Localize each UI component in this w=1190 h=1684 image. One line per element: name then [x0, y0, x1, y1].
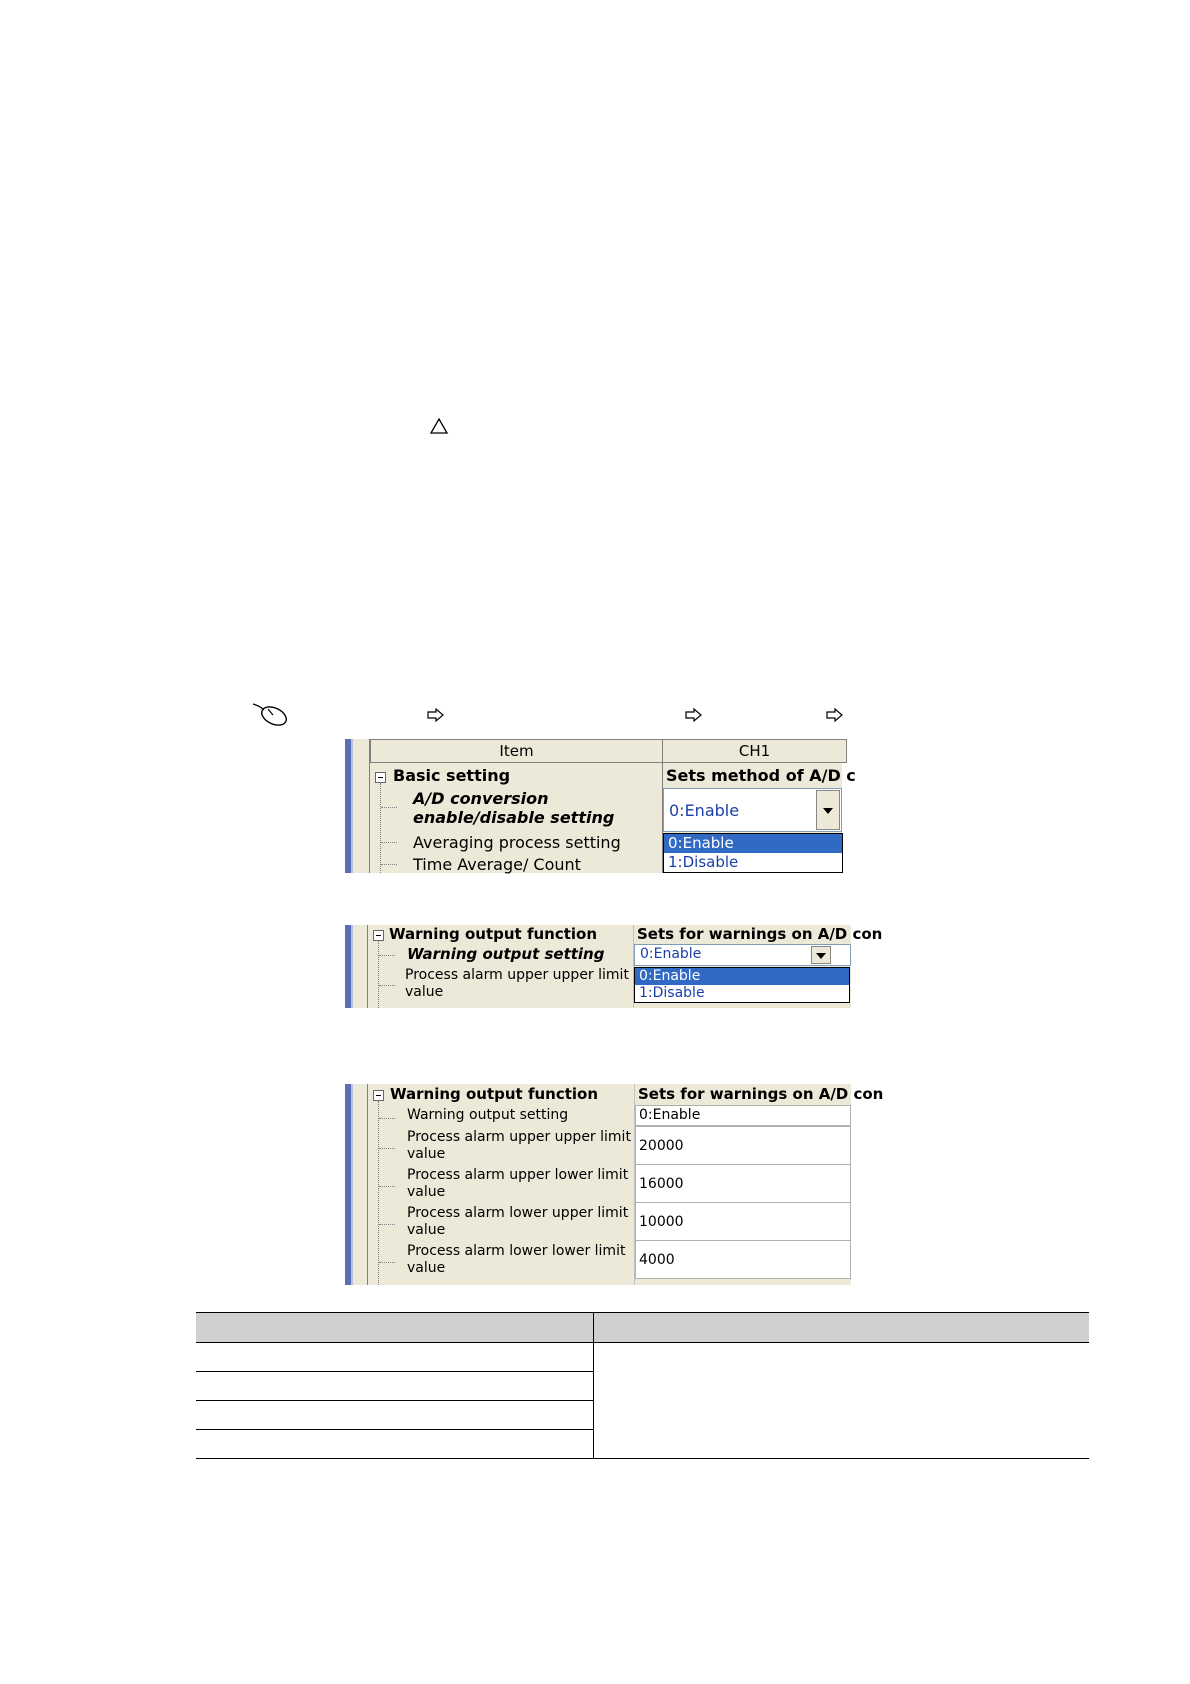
row-label: Process alarm upper upper limit: [407, 1129, 631, 1145]
warning-output-select[interactable]: [634, 944, 851, 966]
row-label: Process alarm lower lower limit: [407, 1243, 626, 1259]
collapse-icon[interactable]: [373, 930, 384, 941]
table-cell: [196, 1372, 594, 1401]
table-cell: [196, 1343, 594, 1372]
row-label: Process alarm upper upper limit: [405, 967, 629, 983]
value-text: 4000: [639, 1252, 675, 1268]
value-text: 16000: [639, 1176, 684, 1192]
group-description: Sets method of A/D c: [666, 766, 856, 785]
arrow-right-icon: [685, 708, 703, 722]
row-label: value: [407, 1146, 446, 1162]
dropdown-list: [634, 967, 850, 1003]
option-enable[interactable]: 0:Enable: [635, 968, 849, 985]
row-label: A/D conversion: [413, 789, 549, 808]
mouse-icon: [250, 700, 290, 728]
warning-values-panel: [345, 1084, 884, 1285]
value-cell[interactable]: [635, 1240, 851, 1279]
group-label: Warning output function: [390, 1085, 599, 1103]
column-header-ch1[interactable]: CH1: [662, 739, 847, 763]
row-label: Warning output setting: [407, 945, 605, 963]
table-cell: [196, 1430, 594, 1459]
warning-output-panel: [345, 925, 883, 1008]
chevron-down-icon[interactable]: [816, 790, 840, 830]
group-label: Warning output function: [389, 925, 598, 943]
value-text: 0:Enable: [639, 1107, 701, 1123]
value-cell[interactable]: [635, 1202, 851, 1241]
basic-setting-panel: [345, 739, 856, 874]
triangle-icon: [430, 418, 448, 434]
arrow-right-icon: [826, 708, 844, 722]
value-cell[interactable]: [635, 1126, 851, 1165]
dropdown-list: [663, 833, 843, 873]
row-label: Averaging process setting: [413, 833, 621, 852]
row-label: value: [407, 1260, 446, 1276]
value-text: 10000: [639, 1214, 684, 1230]
table-row: [196, 1343, 1089, 1372]
table-cell: [594, 1343, 1090, 1459]
row-label: value: [407, 1222, 446, 1238]
arrow-right-icon: [427, 708, 445, 722]
table-header-cell: [594, 1313, 1090, 1343]
ad-conversion-select[interactable]: [663, 788, 842, 832]
row-label: value: [405, 984, 444, 1000]
table-header-cell: [196, 1313, 594, 1343]
chevron-down-icon[interactable]: [811, 946, 831, 964]
settings-table: [196, 1312, 1089, 1459]
column-header-item[interactable]: Item: [370, 739, 663, 763]
table-cell: [196, 1401, 594, 1430]
group-description: Sets for warnings on A/D con: [638, 1085, 884, 1103]
selected-value: 0:Enable: [640, 946, 702, 962]
option-enable[interactable]: 0:Enable: [664, 834, 842, 853]
row-label: Process alarm upper lower limit: [407, 1167, 629, 1183]
table-header-row: [196, 1313, 1089, 1343]
group-description: Sets for warnings on A/D con: [637, 925, 883, 943]
group-label: Basic setting: [393, 766, 511, 785]
option-disable[interactable]: 1:Disable: [639, 985, 705, 1001]
row-label: value: [407, 1184, 446, 1200]
row-label: Process alarm lower upper limit: [407, 1205, 629, 1221]
row-label: Time Average/ Count: [413, 855, 581, 874]
value-cell[interactable]: [635, 1164, 851, 1203]
selected-value: 0:Enable: [669, 801, 740, 820]
option-disable[interactable]: 1:Disable: [668, 853, 739, 871]
row-label: enable/disable setting: [413, 808, 615, 827]
collapse-icon[interactable]: [373, 1090, 384, 1101]
value-cell[interactable]: [635, 1105, 851, 1126]
row-label: Warning output setting: [407, 1107, 569, 1123]
value-text: 20000: [639, 1138, 684, 1154]
collapse-icon[interactable]: [375, 772, 386, 783]
